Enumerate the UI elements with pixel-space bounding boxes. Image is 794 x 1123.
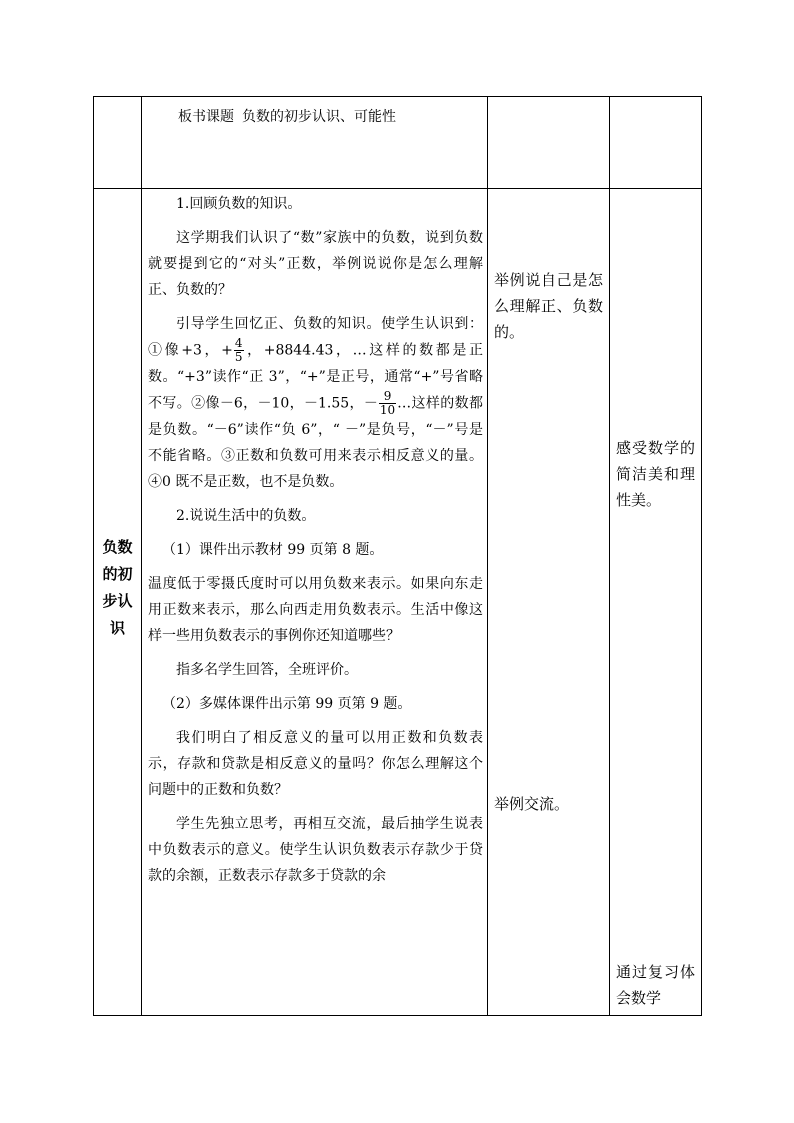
paragraph-positive-negative bbox=[148, 311, 483, 495]
text-part-a: 引导学生回忆正、负数的知识。使学生认识到：①像+3，+ bbox=[148, 316, 483, 359]
paragraph-discussion: 学生先独立思考，再相互交流，最后抽学生说表中负数表示的意义。使学生认识负数表示存款少于贷款的余额，正数表示存款多于贷款的余 bbox=[148, 816, 483, 884]
paragraph-review-heading: 1.回顾负数的知识。 bbox=[176, 196, 302, 212]
header-content-cell bbox=[142, 97, 488, 189]
teacher-activity-cell bbox=[142, 189, 488, 1016]
student-activity-2: 举例交流。 bbox=[494, 795, 570, 813]
paragraph-task-2: （2）多媒体课件出示第 99 页第 9 题。 bbox=[162, 696, 412, 712]
paragraph-life-heading: 2.说说生活中的负数。 bbox=[176, 508, 316, 524]
fraction-denominator: 10 bbox=[379, 403, 396, 417]
fraction-nine-tenths bbox=[379, 390, 396, 417]
title-label: 板书课题 bbox=[178, 109, 234, 125]
student-activity-cell bbox=[488, 189, 610, 1016]
paragraph-review-question: 这学期我们认识了“数”家族中的负数，说到负数就要提到它的“对头”正数，举例说说你是怎么理解正、负数的？ bbox=[148, 230, 483, 298]
header-student-cell bbox=[488, 97, 610, 189]
design-intent-1: 感受数学的简洁美和理性美。 bbox=[616, 439, 695, 509]
fraction-denominator: 5 bbox=[234, 350, 243, 364]
header-intent-cell bbox=[610, 97, 702, 189]
lesson-plan-table bbox=[93, 96, 702, 1016]
text-part-c: …这样的数都是负数。“－6”读作“负 6”，“ －”是负号，“－”号是不能省略。③正数和负数可用来表示相反意义的量。④0 既不是正数，也不是负数。 bbox=[148, 395, 483, 490]
fraction-four-fifths bbox=[234, 337, 244, 364]
section-label-cell bbox=[94, 189, 142, 1016]
section-label: 负数的初步认识 bbox=[102, 538, 133, 637]
design-intent-2: 通过复习体会数学 bbox=[616, 963, 695, 1007]
title-text: 负数的初步认识、可能性 bbox=[242, 109, 396, 125]
paragraph-answer: 指多名学生回答，全班评价。 bbox=[176, 662, 358, 678]
teacher-activity bbox=[142, 189, 487, 889]
header-row bbox=[94, 97, 702, 189]
paragraph-task-1: （1）课件出示教材 99 页第 8 题。 bbox=[162, 542, 384, 558]
lesson-title bbox=[178, 106, 487, 126]
student-activity-1: 举例说自己是怎么理解正、负数的。 bbox=[494, 271, 603, 341]
header-label-cell bbox=[94, 97, 142, 189]
paragraph-temperature: 温度低于零摄氏度时可以用负数来表示。如果向东走用正数来表示，那么向西走用负数表示。生活中像这样一些用负数表示的事例你还知道哪些？ bbox=[148, 576, 483, 644]
section-row bbox=[94, 189, 702, 1016]
paragraph-deposit-question: 我们明白了相反意义的量可以用正数和负数表示，存款和贷款是相反意义的量吗？你怎么理解这个问题中的正数和负数？ bbox=[148, 730, 483, 798]
fraction-numerator: 9 bbox=[379, 390, 396, 404]
fraction-numerator: 4 bbox=[234, 336, 243, 350]
text-part-b: ，+8844.43，…这样的数都是正数。“+3”读作“正 3”，“+”是正号，通常“+”号省略不写。②像－6，－10，－1.55，－ bbox=[148, 342, 484, 412]
design-intent-cell bbox=[610, 189, 702, 1016]
